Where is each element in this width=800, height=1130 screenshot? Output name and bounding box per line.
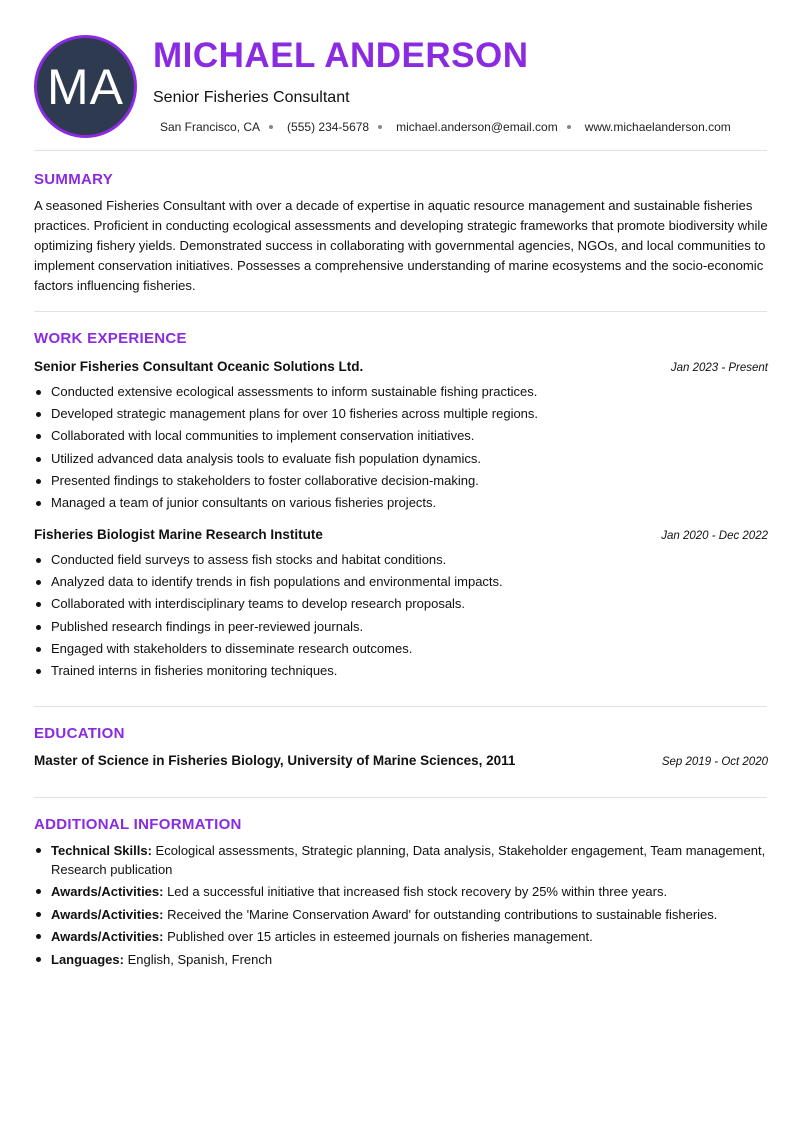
list-item: Analyzed data to identify trends in fish populations and environmental impacts.	[34, 571, 768, 593]
list-item	[34, 905, 768, 924]
education-entry	[34, 753, 768, 768]
contact-website[interactable]: www.michaelanderson.com	[584, 120, 731, 134]
item-text: Published over 15 articles in esteemed journals on fisheries management.	[163, 929, 593, 945]
education-date: Sep 2019 - Oct 2020	[661, 756, 768, 768]
job-header	[34, 527, 768, 542]
summary-text: A seasoned Fisheries Consultant with over a decade of expertise in aquatic resource management and sustainable fisheries practices. Proficient in conducting ecological assessments and developing strategic frameworks that promote biodiversity while optimizing fishery yields. Demonstrated success in collaborating with governmental agencies, NGOs, and local communities to implement conservation initiatives. Possesses a comprehensive understanding of marine ecosystems and the socio-economic factors influencing fisheries.	[34, 198, 768, 293]
work-experience-heading: WORK EXPERIENCE	[34, 330, 187, 347]
list-item	[34, 882, 768, 901]
job-role: Fisheries Biologist Marine Research Institute	[34, 527, 323, 542]
list-item: Collaborated with interdisciplinary teams to develop research proposals.	[34, 593, 768, 615]
divider	[34, 311, 767, 312]
summary-heading: SUMMARY	[34, 171, 114, 188]
item-label: Awards/Activities:	[51, 884, 164, 900]
item-label: Languages:	[51, 952, 124, 968]
additional-info-heading: ADDITIONAL INFORMATION	[34, 816, 242, 833]
contact-phone: (555) 234-5678	[287, 120, 370, 134]
contact-line	[160, 120, 731, 134]
education-degree: Master of Science in Fisheries Biology, University of Marine Sciences, 2011	[34, 753, 516, 768]
item-label: Awards/Activities:	[51, 906, 164, 922]
avatar-initials: MA	[47, 58, 124, 115]
job-date: Jan 2023 - Present	[670, 362, 768, 374]
contact-location: San Francisco, CA	[160, 120, 261, 134]
list-item: Presented findings to stakeholders to foster collaborative decision-making.	[34, 470, 768, 492]
avatar	[34, 35, 137, 138]
list-item: Engaged with stakeholders to disseminate research outcomes.	[34, 638, 768, 660]
job-role: Senior Fisheries Consultant Oceanic Solutions Ltd.	[34, 359, 364, 374]
education-heading: EDUCATION	[34, 725, 125, 742]
list-item: Collaborated with local communities to implement conservation initiatives.	[34, 425, 768, 447]
item-text: Received the 'Marine Conservation Award' for outstanding contributions to sustainable fisheries.	[163, 906, 718, 922]
divider	[34, 706, 767, 707]
contact-email[interactable]: michael.anderson@email.com	[396, 120, 558, 134]
separator-dot	[269, 125, 273, 129]
job-header	[34, 359, 768, 374]
list-item: Utilized advanced data analysis tools to evaluate fish population dynamics.	[34, 448, 768, 470]
list-item: Conducted field surveys to assess fish stocks and habitat conditions.	[34, 549, 768, 571]
list-item	[34, 841, 768, 879]
list-item: Trained interns in fisheries monitoring techniques.	[34, 660, 768, 682]
additional-info-list	[34, 841, 768, 973]
item-text: Ecological assessments, Strategic planning, Data analysis, Stakeholder engagement, Team management, Research publication	[51, 843, 766, 877]
list-item: Conducted extensive ecological assessments to inform sustainable fishing practices.	[34, 381, 768, 403]
list-item: Published research findings in peer-reviewed journals.	[34, 616, 768, 638]
list-item	[34, 927, 768, 946]
candidate-name: MICHAEL ANDERSON	[153, 36, 529, 75]
separator-dot	[567, 125, 571, 129]
item-label: Awards/Activities:	[51, 929, 164, 945]
item-text: Led a successful initiative that increased fish stock recovery by 25% within three years.	[163, 884, 668, 900]
list-item: Managed a team of junior consultants on various fisheries projects.	[34, 492, 768, 514]
separator-dot	[378, 125, 382, 129]
list-item	[34, 950, 768, 969]
divider	[34, 150, 767, 151]
item-text: English, Spanish, French	[123, 952, 273, 968]
divider	[34, 797, 767, 798]
candidate-title: Senior Fisheries Consultant	[153, 89, 350, 106]
job-bullets	[34, 549, 768, 682]
item-label: Technical Skills:	[51, 843, 152, 858]
job-bullets	[34, 381, 768, 514]
job-date: Jan 2020 - Dec 2022	[661, 530, 768, 542]
list-item: Developed strategic management plans for over 10 fisheries across multiple regions.	[34, 403, 768, 425]
